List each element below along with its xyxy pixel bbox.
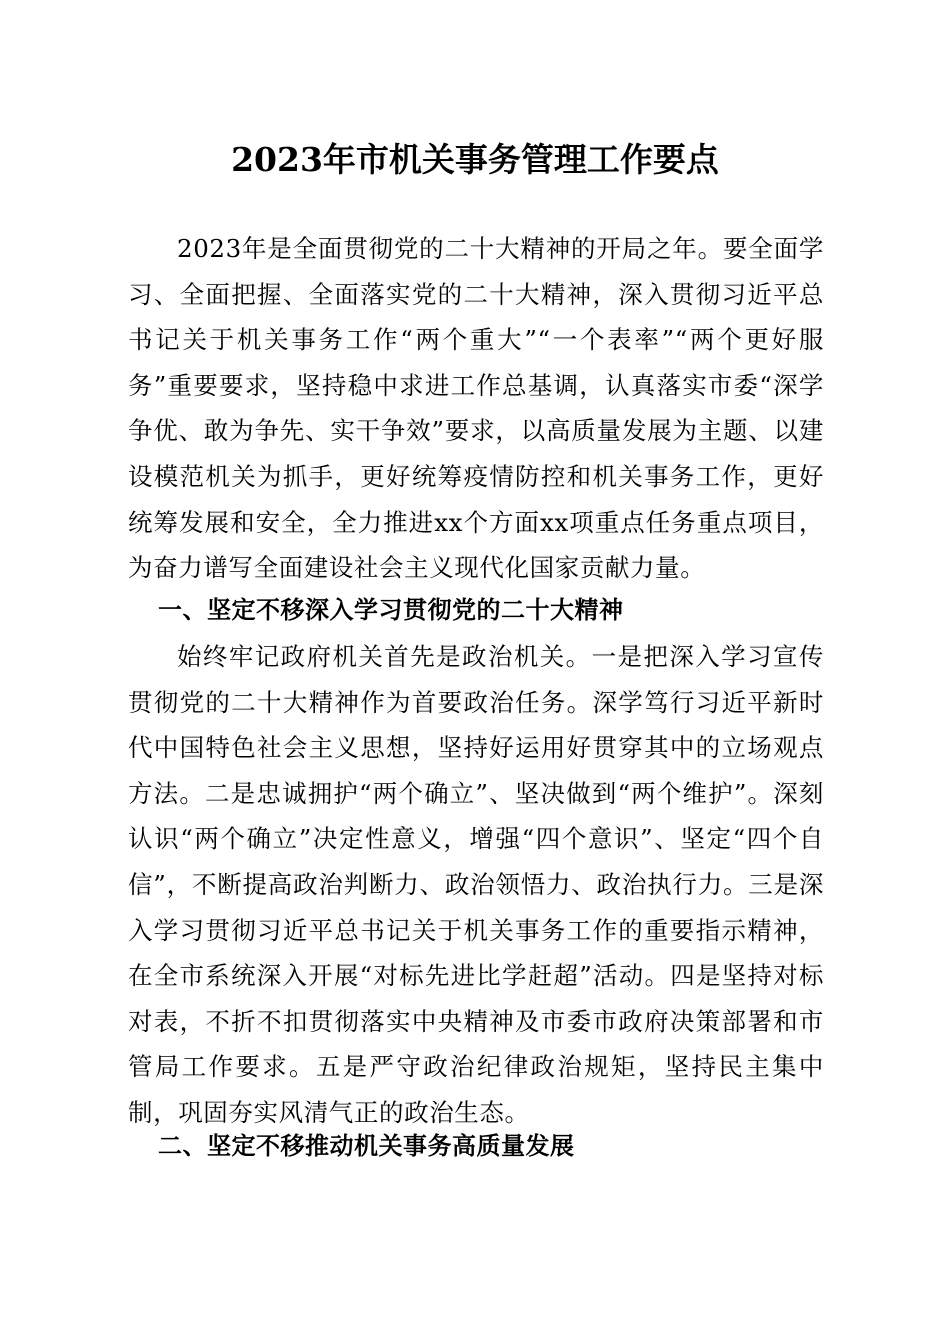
document-title: 2023年市机关事务管理工作要点 — [231, 140, 719, 179]
section-1-heading: 一、坚定不移深入学习贯彻党的二十大精神 — [158, 596, 624, 624]
intro-paragraph: 2023年是全面贯彻党的二十大精神的开局之年。要全面学习、全面把握、全面落实党的二十大精神，深入贯彻习近平总书记关于机关事务工作“两个重大”“一个表率”“两个更好服务”重要要求，坚持稳中求进工作总基调，认真落实市委“深学争优、敢为争先、实干争效”要求，以高质量发展为主题、以建设模范机关为抓手，更好统筹疫情防控和机关事务工作，更好统筹发展和安全，全力推进xx个方面xx项重点任务重点项目，为奋力谱写全面建设社会主义现代化国家贡献力量。 — [128, 234, 824, 583]
section-1-paragraph: 始终牢记政府机关首先是政治机关。一是把深入学习宣传贯彻党的二十大精神作为首要政治任务。深学笃行习近平新时代中国特色社会主义思想，坚持好运用好贯穿其中的立场观点方法。二是忠诚拥护“两个确立”、坚决做到“两个维护”。深刻认识“两个确立”决定性意义，增强“四个意识”、坚定“四个自信”，不断提高政治判断力、政治领悟力、政治执行力。三是深入学习贯彻习近平总书记关于机关事务工作的重要指示精神，在全市系统深入开展“对标先进比学赶超”活动。四是坚持对标对表，不折不扣贯彻落实中央精神及市委市政府决策部署和市管局工作要求。五是严守政治纪律政治规矩，坚持民主集中制，巩固夯实风清气正的政治生态。 — [128, 642, 824, 1127]
section-2-heading: 二、坚定不移推动机关事务高质量发展 — [158, 1132, 575, 1160]
